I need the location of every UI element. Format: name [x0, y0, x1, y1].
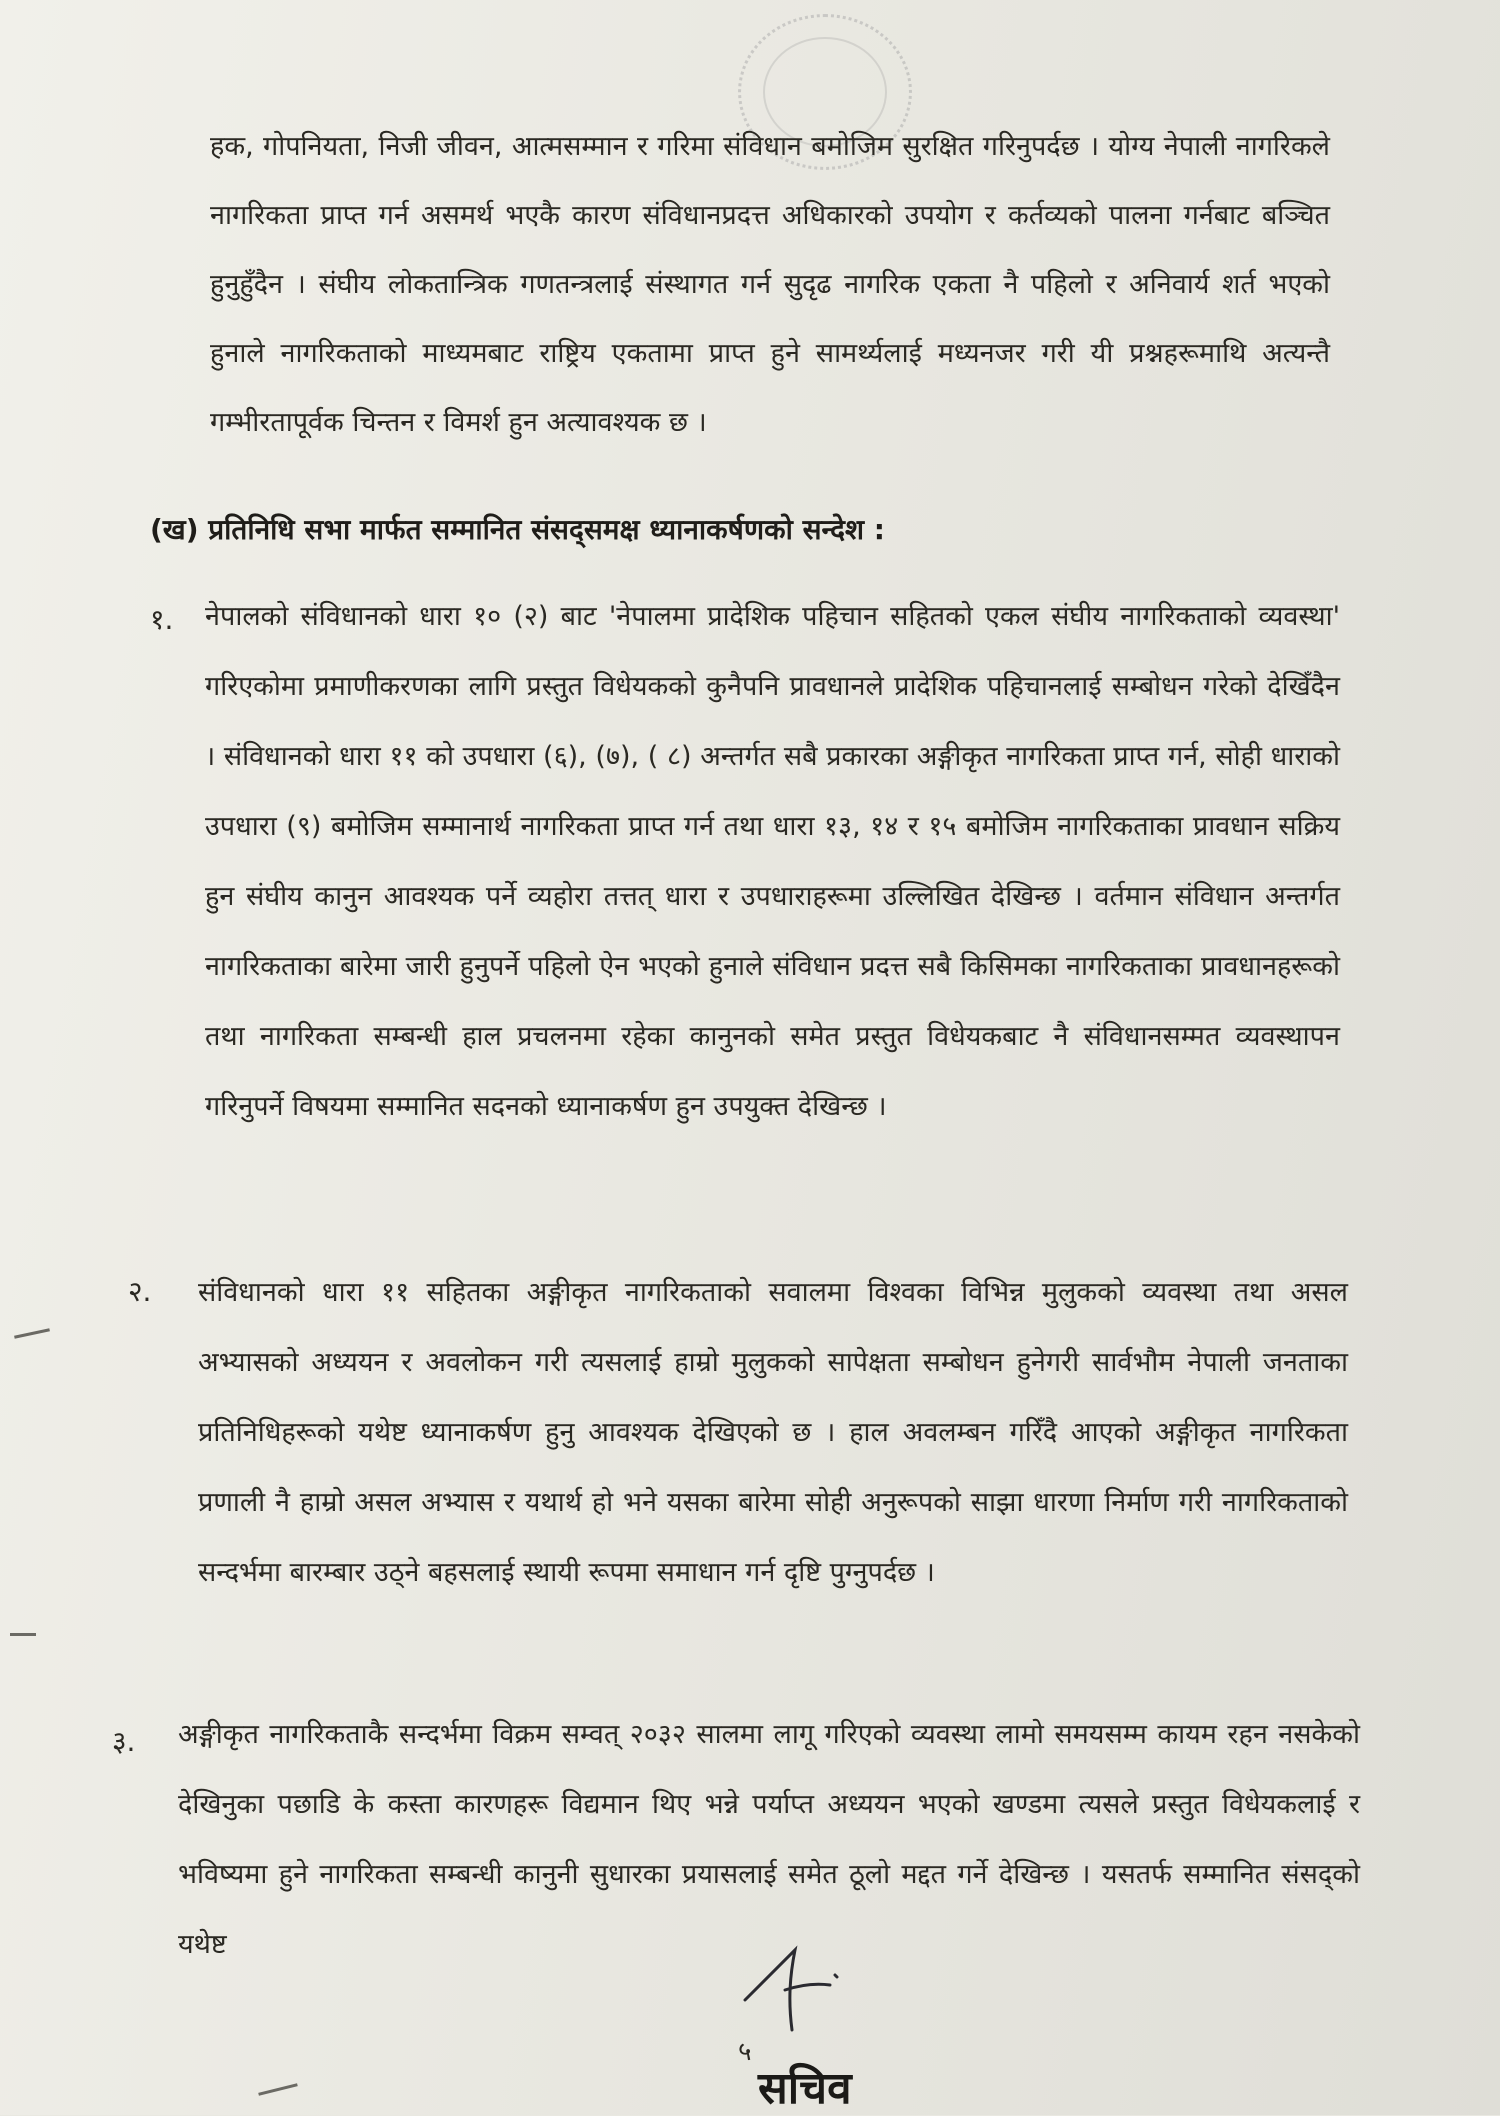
item-number: २.: [128, 1275, 152, 1308]
secretary-stamp-text: सचिव: [758, 2063, 852, 2114]
handwritten-signature: [740, 1945, 860, 2045]
list-item: नेपालको संविधानको धारा १० (२) बाट 'नेपालमा प्रादेशिक पहिचान सहितको एकल संघीय नागरिकताको व्यवस्था' गरिएकोमा प्रमाणीकरणका लागि प्रस्तुत विधेयकको कुनैपनि प्रावधानले प्रादेशिक पहिचानलाई सम्बोधन गरेको देखिँदैन । संविधानको धारा ११ को उपधारा (६), (७), ( ८) अन्तर्गत सबै प्रकारका अङ्गीकृत नागरिकता प्राप्त गर्न, सोही धाराको उपधारा (९) बमोजिम सम्मानार्थ नागरिकता प्राप्त गर्न तथा धारा १३, १४ र १५ बमोजिम नागरिकताका प्रावधान सक्रिय हुन संघीय कानुन आवश्यक पर्ने व्यहोरा तत्तत् धारा र उपधाराहरूमा उल्लिखित देखिन्छ । वर्तमान संविधान अन्तर्गत नागरिकताका बारेमा जारी हुनुपर्ने पहिलो ऐन भएको हुनाले संविधान प्रदत्त सबै किसिमका नागरिकताका प्रावधानहरूको तथा नागरिकता सम्बन्धी हाल प्रचलनमा रहेका कानुनको समेत प्रस्तुत विधेयकबाट नै संविधानसम्मत व्यवस्थापन गरिनुपर्ने विषयमा सम्मानित सदनको ध्यानाकर्षण हुन उपयुक्त देखिन्छ ।: [205, 601, 1340, 1122]
section-heading: (ख) प्रतिनिधि सभा मार्फत सम्मानित संसद्समक्ष ध्यानाकर्षणको सन्देश :: [150, 513, 886, 546]
item-number: १.: [150, 603, 174, 636]
opening-paragraph: हक, गोपनियता, निजी जीवन, आत्मसम्मान र गरिमा संविधान बमोजिम सुरक्षित गरिनुपर्दछ । योग्य नेपाली नागरिकले नागरिकता प्राप्त गर्न असमर्थ भएकै कारण संविधानप्रदत्त अधिकारको उपयोग र कर्तव्यको पालना गर्नबाट बञ्चित हुनुहुँदैन । संघीय लोकतान्त्रिक गणतन्त्रलाई संस्थागत गर्न सुदृढ नागरिक एकता नै पहिलो र अनिवार्य शर्त भएको हुनाले नागरिकताको माध्यमबाट राष्ट्रिय एकतामा प्राप्त हुने सामर्थ्यलाई मध्यनजर गरी यी प्रश्नहरूमाथि अत्यन्तै गम्भीरतापूर्वक चिन्तन र विमर्श हुन अत्यावश्यक छ ।: [210, 131, 1330, 438]
list-item: संविधानको धारा ११ सहितका अङ्गीकृत नागरिकताको सवालमा विश्वका विभिन्न मुलुकको व्यवस्था तथा असल अभ्यासको अध्ययन र अवलोकन गरी त्यसलाई हाम्रो मुलुकको सापेक्षता सम्बोधन हुनेगरी सार्वभौम नेपाली जनताका प्रतिनिधिहरूको यथेष्ट ध्यानाकर्षण हुनु आवश्यक देखिएको छ । हाल अवलम्बन गरिँदै आएको अङ्गीकृत नागरिकता प्रणाली नै हाम्रो असल अभ्यास र यथार्थ हो भने यसका बारेमा सोही अनुरूपको साझा धारणा निर्माण गरी नागरिकताको सन्दर्भमा बारम्बार उठ्ने बहसलाई स्थायी रूपमा समाधान गर्न दृष्टि पुग्नुपर्दछ ।: [198, 1277, 1348, 1588]
item-number: ३.: [112, 1725, 136, 1758]
list-item: अङ्गीकृत नागरिकताकै सन्दर्भमा विक्रम सम्वत् २०३२ सालमा लागू गरिएको व्यवस्था लामो समयसम्म कायम रहन नसकेको देखिनुका पछाडि के कस्ता कारणहरू विद्यमान थिए भन्ने पर्याप्त अध्ययन भएको खण्डमा त्यसले प्रस्तुत विधेयकलाई र भविष्यमा हुने नागरिकता सम्बन्धी कानुनी सुधारका प्रयासलाई समेत ठूलो मद्दत गर्ने देखिन्छ । यसतर्फ सम्मानित संसद्को यथेष्ट: [178, 1719, 1360, 1960]
page-number: ५: [738, 2037, 752, 2067]
